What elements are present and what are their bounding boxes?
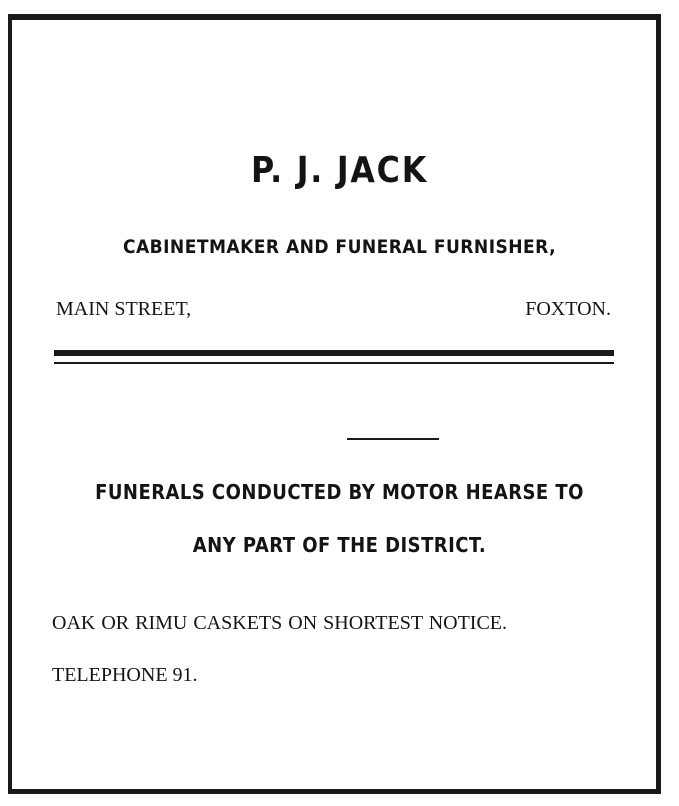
funeral-service-line-1: FUNERALS CONDUCTED BY MOTOR HEARSE TO: [95, 480, 584, 504]
business-name-heading: P. J. JACK: [250, 150, 429, 191]
thick-divider-rule: [54, 350, 614, 356]
funeral-service-line-2: ANY PART OF THE DISTRICT.: [192, 533, 487, 557]
caskets-notice: OAK OR RIMU CASKETS ON SHORTEST NOTICE.: [52, 612, 508, 634]
address-town: FOXTON.: [525, 298, 611, 320]
address-street: MAIN STREET,: [56, 298, 192, 320]
thin-divider-rule: [54, 362, 614, 364]
trade-description: CABINETMAKER AND FUNERAL FURNISHER,: [122, 236, 557, 258]
short-divider-rule: [347, 438, 439, 440]
telephone-number: TELEPHONE 91.: [52, 664, 198, 686]
